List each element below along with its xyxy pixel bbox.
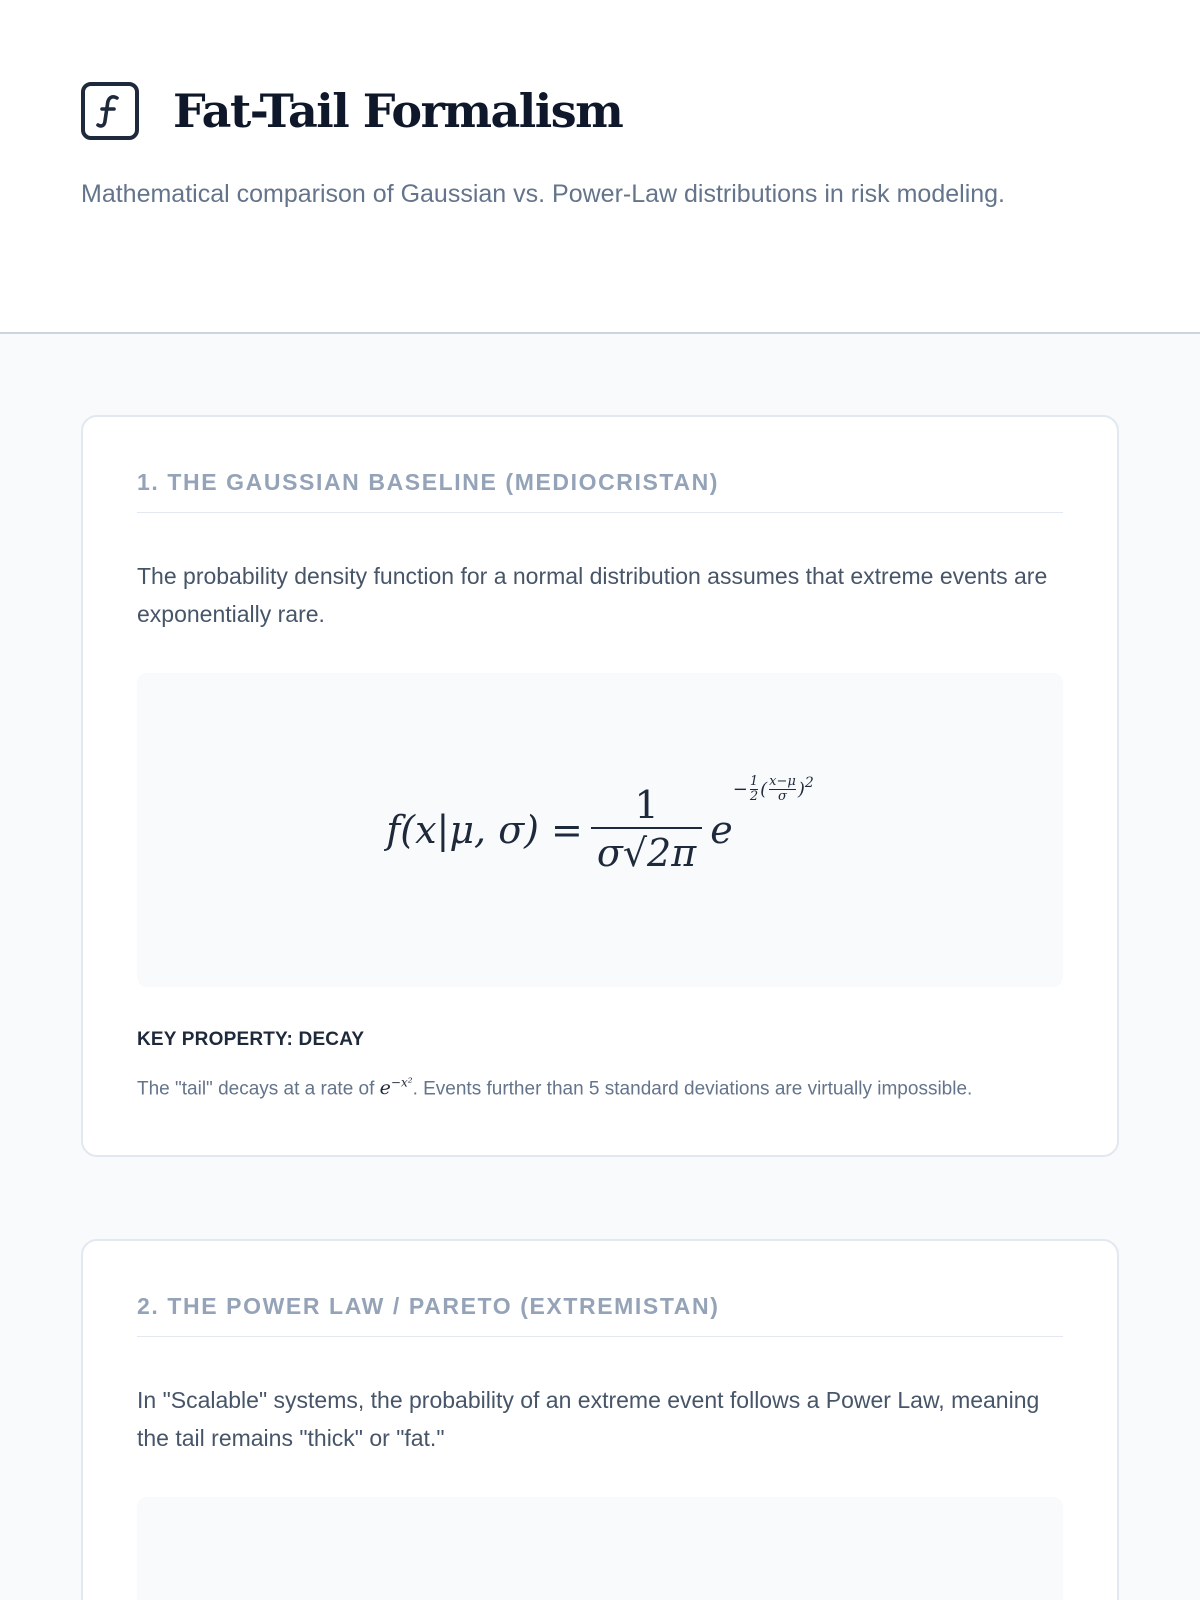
formula-fraction xyxy=(591,783,702,877)
title-row xyxy=(81,82,1119,140)
formula-numerator: 1 xyxy=(634,783,659,827)
section-description: The probability density function for a normal distribution assumes that extreme events are exponentially rare. xyxy=(137,563,1048,627)
exponent-inner-fraction xyxy=(769,775,796,804)
formula-exp-base: e xyxy=(710,808,733,852)
key-property-title: KEY PROPERTY: DECAY xyxy=(137,1029,365,1050)
gaussian-formula-box xyxy=(137,673,1063,987)
exponent-half xyxy=(750,775,758,804)
close-paren: ) xyxy=(797,779,805,800)
decay-exponent: −x² xyxy=(390,1076,413,1090)
key-text-before: The "tail" decays at a rate of xyxy=(137,1078,375,1100)
key-property-text xyxy=(137,1069,1063,1103)
key-text-after: . Events further than 5 standard deviations are virtually impossible. xyxy=(412,1078,973,1100)
section-title: 1. THE GAUSSIAN BASELINE (MEDIOCRISTAN) xyxy=(137,469,1063,513)
section-description: In "Scalable" systems, the probability of an extreme event follows a Power Law, meaning the tail remains "thick" or "fat." xyxy=(137,1387,1040,1452)
inner-numerator: x−μ xyxy=(769,774,796,789)
half-denominator: 2 xyxy=(749,789,759,804)
page-title: Fat-Tail Formalism xyxy=(173,84,623,138)
gaussian-section-card xyxy=(81,415,1119,1157)
function-icon xyxy=(81,82,139,140)
formula-denominator: σ√2π xyxy=(596,831,697,875)
inner-denominator: σ xyxy=(778,789,787,804)
exponent-sign: − xyxy=(732,779,748,800)
section-title: 2. THE POWER LAW / PARETO (EXTREMISTAN) xyxy=(137,1293,1063,1337)
exponent-power: 2 xyxy=(804,775,814,791)
power-law-formula-box xyxy=(137,1497,1063,1600)
main-content xyxy=(0,334,1200,1600)
decay-rate-math xyxy=(380,1077,413,1099)
decay-base: e xyxy=(379,1077,391,1100)
gaussian-pdf-formula xyxy=(386,774,814,877)
open-paren: ( xyxy=(760,779,768,800)
formula-exponent xyxy=(733,775,814,804)
page-header xyxy=(0,0,1200,334)
page-subtitle: Mathematical comparison of Gaussian vs. Power-Law distributions in risk modeling. xyxy=(81,180,1005,208)
power-law-section-card xyxy=(81,1239,1119,1600)
formula-lhs: f(x|μ, σ) = xyxy=(386,808,583,852)
half-numerator: 1 xyxy=(749,774,759,789)
